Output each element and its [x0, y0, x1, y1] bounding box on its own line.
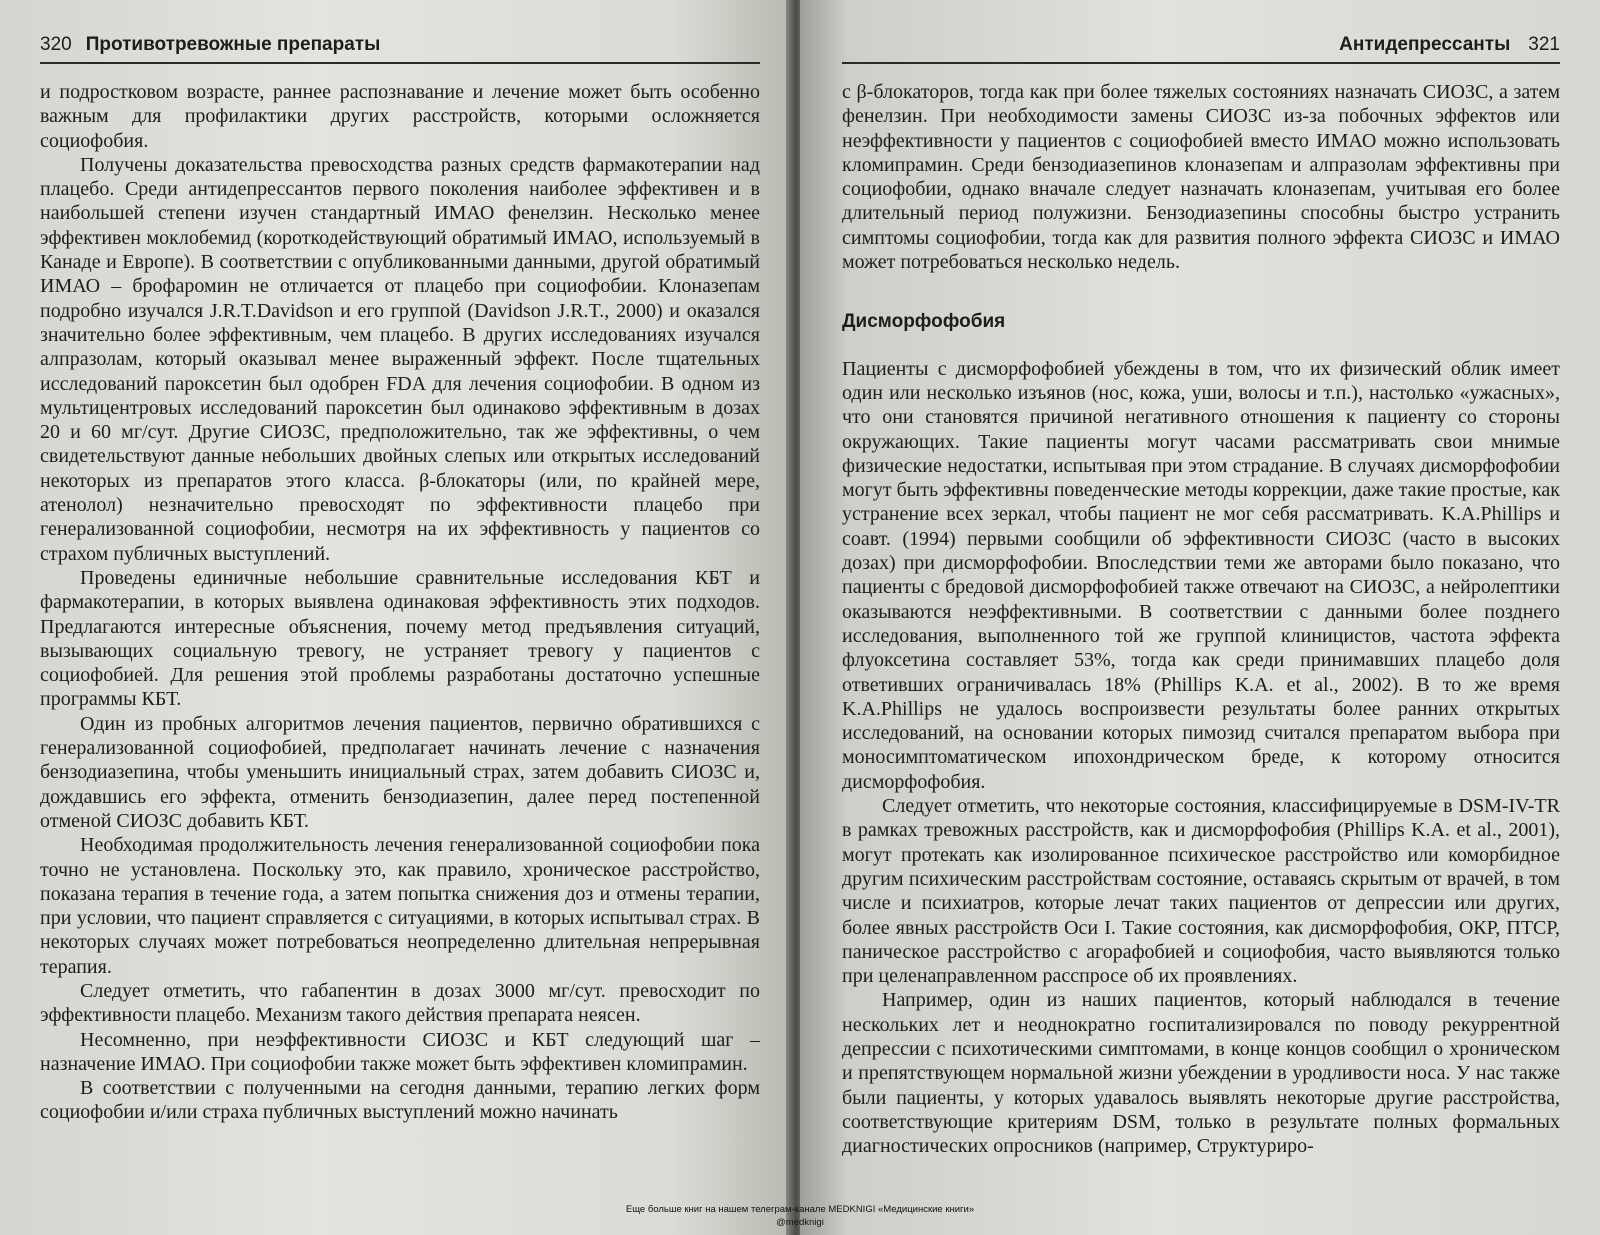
right-running-title: Антидепрессанты [1339, 34, 1511, 55]
right-running-head [842, 22, 1560, 64]
paragraph: Например, один из наших пациентов, который наблюдался в течение нескольких лет и неоднократно госпитализировался по поводу рекуррентной депрессии с психотическими симптомами, в конце концов сообщил о хроническом и препятствующем нормальной жизни убеждении в уродливости носа. У нас также были пациенты, у которых удавалось выявлять некоторые другие расстройства, соответствующие критериям DSM, только в результате полных формальных диагностических опросников (например, Структуриро- [842, 989, 1560, 1158]
footer-line: Еще больше книг на нашем телеграм-канале MEDKNIGI «Медицинские книги» [625, 1204, 975, 1215]
paragraph: Получены доказательства превосходства разных средств фармакотерапии над плацебо. Среди антидепрессантов первого поколения наиболее эффективен и в наибольшей степени изучен стандартный ИМАО фенелзин. Несколько менее эффективен моклобемид (короткодействующий обратимый ИМАО, используемый в Канаде и Европе). В соответствии с опубликованными данными, другой обратимый ИМАО – брофаромин не отличается от плацебо при социофобии. Клоназепам подробно изучался J.R.T.Davidson и его группой (Davidson J.R.T., 2000) и оказался значительно более эффективным, чем плацебо. В других исследованиях изучался алпразолам, который оказывал менее выраженный эффект. После тщательных исследований пароксетин был одобрен FDA для лечения социофобии. В одном из мультицентровых исследований пароксетин был одинаково эффективным в дозах 20 и 60 мг/сут. Другие СИОЗС, предположительно, так же эффективны, о чем свидетельствуют данные небольших двойных слепых или открытых исследований некоторых из препаратов этого класса. β-блокаторы (или, по крайней мере, атенолол) незначительно превосходят по эффективности плацебо при генерализованной социофобии, несмотря на их эффективность у пациентов со страхом публичных выступлений. [40, 153, 760, 565]
left-running-head [40, 22, 760, 64]
paragraph: Следует отметить, что габапентин в дозах 3000 мг/сут. превосходит по эффективности плацебо. Механизм такого действия препарата неясен. [40, 979, 760, 1027]
paragraph: Необходимая продолжительность лечения генерализованной социофобии пока точно не установлена. Поскольку это, как правило, хроническое расстройство, показана терапия в течение года, а затем попытка снижения доз и отмены терапии, при условии, что пациент справляется с ситуациями, в которых испытывал страх. В некоторых случаях может потребоваться неопределенно длительная непрерывная терапия. [40, 834, 760, 978]
paragraph: Один из пробных алгоритмов лечения пациентов, первично обратившихся с генерализованной социофобией, предполагает начинать лечение с назначения бензодиазепина, чтобы уменьшить инициальный страх, затем добавить СИОЗС и, дождавшись его эффекта, отменить бензодиазепин, далее перед постепенной отменой СИОЗС добавить КБТ. [40, 712, 760, 832]
paragraph: Проведены единичные небольшие сравнительные исследования КБТ и фармакотерапии, в которых выявлена одинаковая эффективность этих подходов. Предлагаются интересные объяснения, почему метод предъявления ситуаций, вызывающих социальную тревогу, не устраняет тревогу у пациентов с социофобией. Для решения этой проблемы разработаны достаточно успешные программы КБТ. [40, 566, 760, 711]
footer-watermark [0, 1203, 1600, 1229]
right-body-text [842, 80, 1560, 1158]
paragraph: Следует отметить, что некоторые состояния, классифицируемые в DSM-IV-TR в рамках тревожных расстройств, как и дисморфофобия (Phillips K.A. et al., 2001), могут протекать как изолированное психическое расстройство или коморбидное другим психическим расстройствам состояние, оставаясь скрытым от врачей, в том числе и психиатров, которые лечат таких пациентов от депрессии или других, более явных расстройств Оси I. Такие состояния, как дисморфофобия, ОКР, ПТСР, паническое расстройство с агорафобией и социофобия, часто выявляются только при целенаправленном расспросе об их проявлениях. [842, 795, 1560, 988]
footer-handle: @medknigi [776, 1217, 824, 1228]
paragraph: Несомненно, при неэффективности СИОЗС и КБТ следующий шаг – назначение ИМАО. При социофобии также может быть эффективен кломипрамин. [40, 1028, 760, 1075]
right-page [800, 0, 1600, 1235]
left-running-title: Противотревожные препараты [85, 34, 381, 55]
paragraph: с β-блокаторов, тогда как при более тяжелых состояниях назначать СИОЗС, а затем фенелзин. При необходимости замены СИОЗС из-за побочных эффектов или неэффективности у пациентов с социофобией вместо ИМАО можно использовать кломипрамин. Среди бензодиазепинов клоназепам и алпразолам эффективны при социофобии, однако вначале следует назначать клоназепам, учитывая его более длительный период полужизни. Бензодиазепины способны быстро устранить симптомы социофобии, тогда как для развития полного эффекта СИОЗС и ИМАО может потребоваться несколько недель. [842, 81, 1560, 274]
left-page-number: 320 [40, 34, 72, 55]
right-page-number: 321 [1528, 34, 1560, 55]
paragraph: Пациенты с дисморфофобией убеждены в том, что их физический облик имеет один или несколько изъянов (нос, кожа, уши, волосы и т.п.), настолько «ужасных», что они становятся причиной негативного отношения к пациенту со стороны окружающих. Такие пациенты могут часами рассматривать свои мнимые физические недостатки, испытывая при этом страдание. В случаях дисморфофобии могут быть эффективны поведенческие методы коррекции, даже такие простые, как устранение всех зеркал, чтобы пациент не мог себя рассматривать. K.A.Phillips и соавт. (1994) первыми сообщили об эффективности СИОЗС (часто в высоких дозах) при дисморфофобии. Впоследствии теми же авторами было показано, что пациенты с бредовой дисморфофобией также отвечают на СИОЗС, а нейролептики оказываются неэффективными. В соответствии с данными более позднего исследования, выполненного той же группой клиницистов, частота эффекта флуоксетина составляет 53%, тогда как среди принимавших плацебо доля ответивших ограничивалась 18% (Phillips K.A. et al., 2002). В то же время K.A.Phillips не удалось воспроизвести результаты более ранних открытых исследований, на основании которых пимозид считался препаратом выбора при моносимптоматическом ипохондрическом бреде, к которому относится дисморфофобия. [842, 357, 1560, 793]
left-page [0, 0, 792, 1235]
paragraph: В соответствии с полученными на сегодня данными, терапию легких форм социофобии и/или страха публичных выступлений можно начинать [40, 1077, 760, 1124]
paragraph: и подростковом возрасте, раннее распознавание и лечение может быть особенно важным для профилактики других расстройств, которыми осложняется социофобия. [40, 81, 760, 152]
left-body-text [40, 80, 760, 1125]
section-heading: Дисморфофобия [842, 311, 1006, 333]
